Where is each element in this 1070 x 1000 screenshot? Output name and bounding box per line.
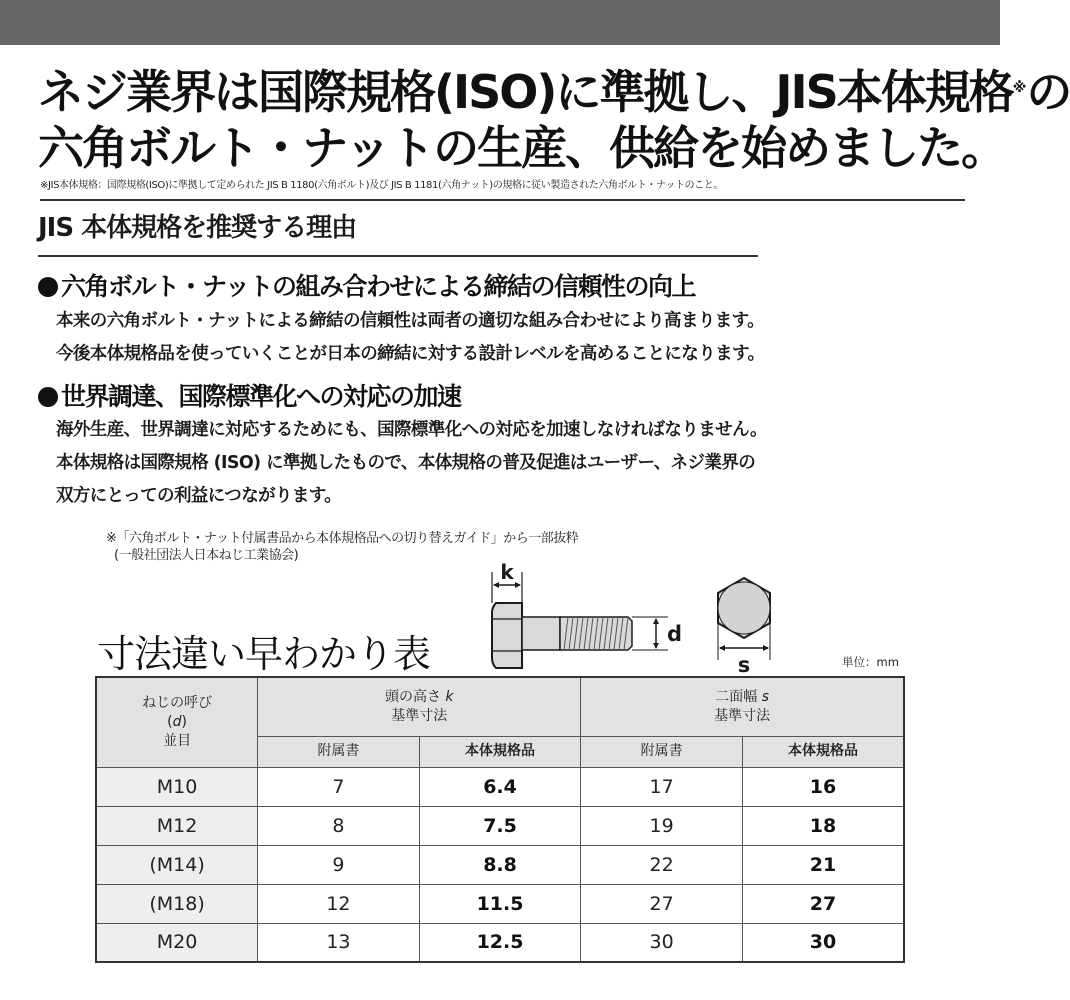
headline [38,64,1070,176]
cell-s-main: 27 [742,884,904,923]
top-banner-bar [0,0,1000,45]
unit-label: 単位：mm [842,655,899,669]
label-s: s [737,653,751,677]
section-title: JIS 本体規格を推奨する理由 [38,213,357,243]
reason-2-line-2: 本体規格は国際規格 (ISO) に準拠したもので、本体規格の普及促進はユーザー、ネジ業界の [56,453,756,473]
cell-size: M20 [96,923,258,962]
cell-k-annex: 7 [258,767,420,806]
cell-s-annex: 17 [581,767,743,806]
paren-close: ) [181,713,187,730]
header-thread-size-line-2 [167,714,187,730]
cell-k-main: 11.5 [419,884,581,923]
footnote-mark: ※ [1012,80,1027,96]
header-thread-size-line-3: 並目 [163,732,192,749]
reason-2-heading [38,380,767,414]
d-dimension-icon [632,617,682,650]
subheader-s-annex: 附属書 [581,736,743,767]
cell-k-main: 6.4 [419,767,581,806]
cell-k-annex: 13 [258,923,420,962]
headline-line-1-tail: の [1026,65,1070,119]
var-k: k [445,688,454,705]
table-row [96,806,904,845]
cell-size: M12 [96,806,258,845]
cell-size: (M18) [96,884,258,923]
header-thread-size-line-1: ねじの呼び [142,694,213,711]
header-width-across-flats [581,677,904,736]
cell-k-annex: 12 [258,884,420,923]
table-row [96,923,904,962]
headline-line-1-text: ネジ業界は国際規格(ISO)に準拠し、JIS本体規格 [38,65,1013,119]
cell-k-annex: 9 [258,845,420,884]
chart-title: 寸法違い早わかり表 [97,632,431,676]
cell-size: (M14) [96,845,258,884]
bolt-icon [492,603,632,668]
hex-nut-icon [718,578,770,677]
table-header-row [96,677,904,736]
label-k: k [500,560,514,584]
cell-s-annex: 19 [581,806,743,845]
divider-top [40,199,965,201]
reason-2 [38,380,767,513]
headline-line-2: 六角ボルト・ナットの生産、供給を始めました。 [38,121,1006,175]
cell-s-main: 16 [742,767,904,806]
headline-line-1 [38,64,1070,120]
header-width-across-flats-sub: 基準寸法 [714,707,771,724]
footnote: ※JIS本体規格：国際規格(ISO)に準拠して定められた JIS B 1180(六角ボルト)及び JIS B 1181(六角ナット)の規格に従い製造された六角ボルト・ナットのこと。 [40,180,723,191]
cell-k-annex: 8 [258,806,420,845]
cell-s-main: 18 [742,806,904,845]
var-d: d [172,713,182,730]
source-note-line-2: (一般社団法人日本ねじ工業協会) [114,548,299,563]
subheader-k-annex: 附属書 [258,736,420,767]
reason-1-heading-text: 六角ボルト・ナットの組み合わせによる締結の信頼性の向上 [61,272,696,301]
reason-1 [38,270,764,371]
header-head-height-sub: 基準寸法 [391,707,448,724]
cell-k-main: 8.8 [419,845,581,884]
header-head-height [258,677,581,736]
table-row [96,884,904,923]
reason-1-line-2: 今後本体規格品を使っていくことが日本の締結に対する設計レベルを高めることになります。 [56,344,765,364]
dimension-table [95,676,905,963]
table-row [96,845,904,884]
label-d: d [667,622,683,646]
header-width-across-flats-label: 二面幅 [715,688,758,705]
reason-2-line-1: 海外生産、世界調達に対応するためにも、国際標準化への対応を加速しなければなりません。 [56,420,767,440]
reason-1-heading [38,270,764,304]
cell-s-main: 21 [742,845,904,884]
bolt-nut-diagram [470,555,790,680]
subheader-k-main: 本体規格品 [419,736,581,767]
source-note-line-1: ※「六角ボルト・ナット付属書品から本体規格品への切り替えガイド」から一部抜粋 [106,531,579,546]
reason-2-heading-text: 世界調達、国際標準化への対応の加速 [61,382,461,411]
cell-k-main: 12.5 [419,923,581,962]
cell-s-main: 30 [742,923,904,962]
divider-section [38,255,758,257]
table-row [96,767,904,806]
header-thread-size [96,677,258,767]
subheader-s-main: 本体規格品 [742,736,904,767]
bullet-icon [38,277,58,297]
cell-k-main: 7.5 [419,806,581,845]
cell-s-annex: 27 [581,884,743,923]
reason-1-line-1: 本来の六角ボルト・ナットによる締結の信頼性は両者の適切な組み合わせにより高まります。 [56,311,765,331]
header-head-height-label: 頭の高さ [384,688,441,705]
paren-open: ( [167,713,173,730]
cell-size: M10 [96,767,258,806]
reason-2-line-3: 双方にとっての利益につながります。 [56,486,342,506]
cell-s-annex: 30 [581,923,743,962]
k-dimension-icon [492,560,522,603]
var-s: s [761,688,770,705]
bullet-icon [38,387,58,407]
cell-s-annex: 22 [581,845,743,884]
